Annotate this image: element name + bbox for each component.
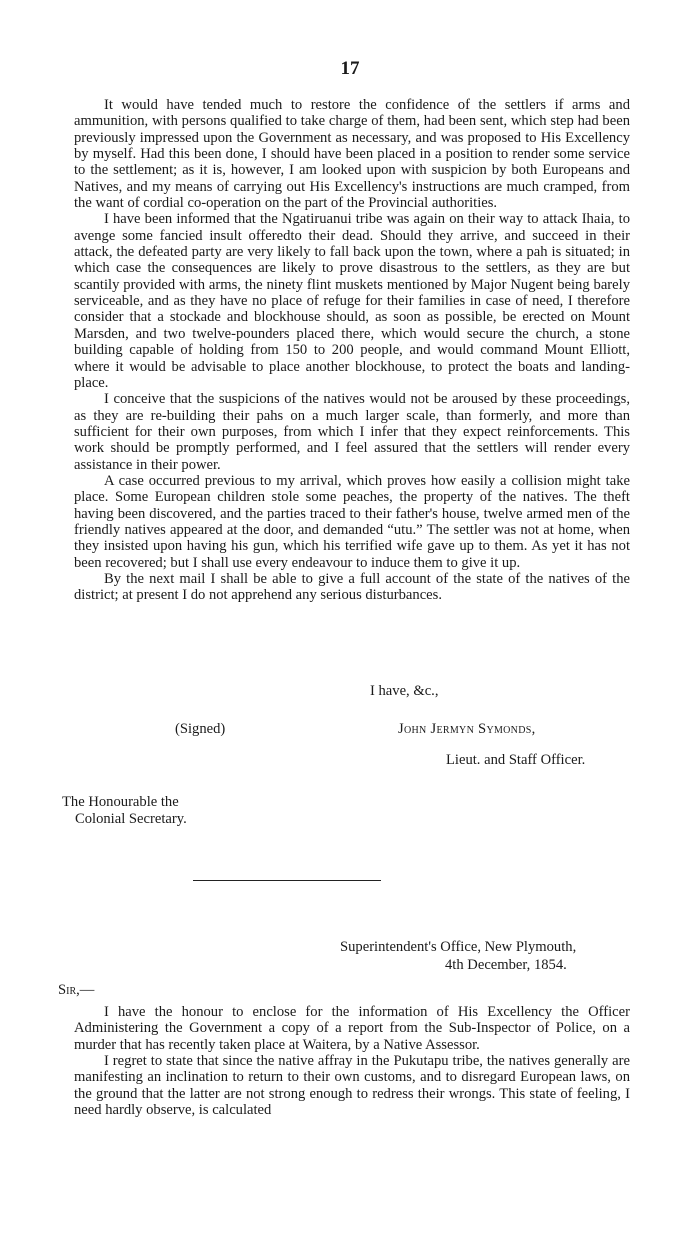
signatory-rank: Lieut. and Staff Officer.	[446, 752, 586, 768]
salutation: Sir,—	[58, 982, 95, 998]
letter-one-paragraph-2: I have been informed that the Ngatiruanui tribe was again on their way to attack Ihaia, to avenge some fancied insult offeredto their dead. Should they arrive, and succeed in their attack, the defeated party are very likely to fall back upon the town, where a pah is situated; in which case the consequences are likely to prove disastrous to the settlers, as they are but scantily provided with arms, the ninety flint muskets mentioned by Major Nugent being barely serviceable, and as they have no place of refuge for their families in case of need, I therefore consider that a stockade and blockhouse should, as soon as possible, be erected on Mount Marsden, and two twelve-pounders placed there, which would secure the church, a stone building capable of holding from 150 to 200 people, and would command Mount Elliott, where it would be advisable to place another blockhouse, to protect the boats and landing-place.	[74, 211, 630, 391]
letter-two-paragraph-2: I regret to state that since the native affray in the Pukutapu tribe, the natives generally are manifesting an inclination to return to their own customs, and to disregard European laws, on the ground that the latter are not strong enough to redress their wrongs. This state of feeling, I need hardly observe, is calculated	[74, 1053, 630, 1119]
page-number: 17	[340, 58, 360, 79]
letter-one-paragraph-5: By the next mail I shall be able to give a full account of the state of the natives of the district; at present I do not apprehend any serious disturbances.	[74, 570, 630, 604]
letter-one-paragraph-4: A case occurred previous to my arrival, which proves how easily a collision might take place. Some European children stole some peaches, the property of the natives. The theft having been discovered, and the parties traced to their father's house, twelve armed men of the friendly natives appeared at the door, and demanded “utu.” The settler was not at home, when they insisted upon having his gun, which his terrified wife gave up to them. As yet it has not been recovered; but I shall use every endeavour to induce them to give it up.	[74, 472, 630, 571]
letter-one-closing: I have, &c.,	[370, 683, 439, 699]
addressee-line-1: The Honourable the	[62, 794, 179, 810]
letter-one-paragraph-1: It would have tended much to restore the confidence of the settlers if arms and ammunition, with persons qualified to take charge of them, had been sent, which step had been previously impressed upon the Government as necessary, and was proposed to His Excellency by myself. Had this been done, I should have been placed in a position to render some service to the settlement; as it is, however, I am looked upon with suspicion by both Europeans and Natives, and my means of carrying out His Excellency's instructions are much cramped, from the want of cordial co-operation on the part of the Provincial authorities.	[74, 97, 630, 212]
section-divider	[193, 880, 381, 881]
letter-two-paragraph-1: I have the honour to enclose for the information of His Excellency the Officer Administering the Government a copy of a report from the Sub-Inspector of Police, on a murder that has recently taken place at Waitera, by a Native Assessor.	[74, 1004, 630, 1053]
letter-two-body	[74, 1004, 630, 1118]
letter-one-paragraph-3: I conceive that the suspicions of the natives would not be aroused by these proceedings, as they are re-building their pahs on a much larger scale, than formerly, and more than sufficient for their own purposes, from which I infer that they expect reinforcements. This work should be promptly performed, and I feel assured that the settlers will render every assistance in their power.	[74, 391, 630, 473]
letterhead-date: 4th December, 1854.	[445, 957, 567, 973]
addressee-line-2: Colonial Secretary.	[75, 811, 187, 827]
letter-one-body	[74, 97, 630, 604]
signatory-name: John Jermyn Symonds,	[398, 721, 536, 737]
signed-label: (Signed)	[175, 721, 226, 737]
letterhead-office: Superintendent's Office, New Plymouth,	[340, 939, 577, 955]
